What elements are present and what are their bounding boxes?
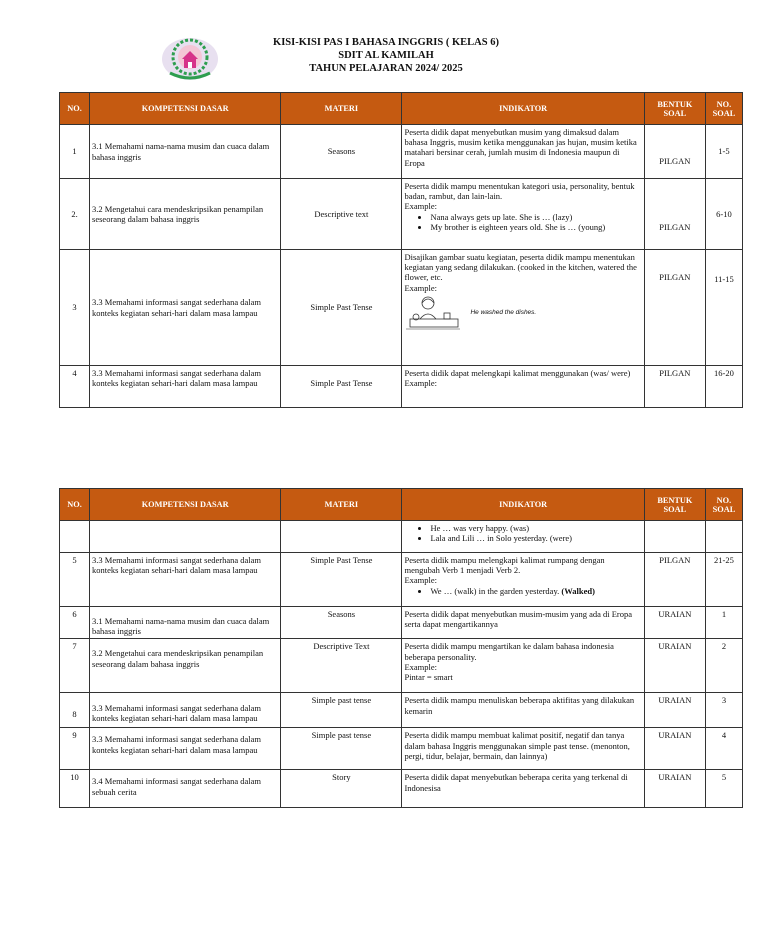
- row-indikator: [402, 250, 644, 366]
- row-bentuk: PILGAN: [644, 553, 705, 607]
- row-bentuk: URAIAN: [644, 693, 705, 728]
- table-row: [60, 179, 743, 250]
- row-kompetensi: 3.4 Memahami informasi sangat sederhana dalam sebuah cerita: [90, 770, 281, 808]
- row-materi: Simple past tense: [281, 728, 402, 770]
- row-bentuk: PILGAN: [644, 125, 705, 179]
- col-no-soal: NO. SOAL: [705, 93, 742, 125]
- table-header-row: [60, 93, 743, 125]
- washing-dishes-icon: [404, 295, 462, 331]
- col-no-soal: NO. SOAL: [705, 489, 742, 521]
- table-row: [60, 521, 743, 553]
- row-materi: Simple Past Tense: [281, 553, 402, 607]
- list-item: • Nana always gets up late. She is … (lazy): [430, 212, 641, 222]
- table-row: [60, 728, 743, 770]
- row-nosoal: 1-5: [705, 125, 742, 179]
- col-kompetensi-dasar: KOMPETENSI DASAR: [90, 93, 281, 125]
- example-illustration: [404, 295, 641, 331]
- col-materi: MATERI: [281, 93, 402, 125]
- row-nosoal: 11-15: [705, 250, 742, 366]
- document-title: [0, 36, 768, 75]
- document-header: [0, 30, 768, 80]
- table-row: [60, 553, 743, 607]
- row-nosoal: 2: [705, 639, 742, 693]
- title-line-2: SDIT AL KAMILAH: [338, 50, 434, 61]
- row-nosoal: 4: [705, 728, 742, 770]
- indikator-text: Peserta didik mampu melengkapi kalimat rumpang dengan mengubah Verb 1 menjadi Verb 2.: [404, 555, 605, 576]
- illustration-caption: He washed the dishes.: [470, 308, 537, 316]
- example-label: Example:: [404, 575, 438, 586]
- example-list: [404, 586, 641, 596]
- col-bentuk-soal: BENTUK SOAL: [644, 93, 705, 125]
- row-materi: Simple Past Tense: [281, 366, 402, 408]
- row-no: 10: [60, 770, 90, 808]
- row-nosoal: 6-10: [705, 179, 742, 250]
- example-label: Example:: [404, 201, 438, 212]
- row-kompetensi: 3.3 Memahami informasi sangat sederhana dalam konteks kegiatan sehari-hari dalam masa lampau: [90, 250, 281, 366]
- indikator-text: Peserta didik mampu mengartikan ke dalam bahasa indonesia beberapa personality.: [404, 641, 614, 662]
- row-no: 6: [60, 607, 90, 639]
- row-kompetensi: 3.1 Memahami nama-nama musim dan cuaca dalam bahasa inggris: [90, 607, 281, 639]
- example-label: Example:: [404, 661, 438, 672]
- row-kompetensi: 3.3 Memahami informasi sangat sederhana dalam konteks kegiatan sehari-hari dalam masa lampau: [90, 728, 281, 770]
- row-kompetensi: 3.2 Mengetahui cara mendeskripsikan penampilan seseorang dalam bahasa inggris: [90, 639, 281, 693]
- row-materi: Seasons: [281, 125, 402, 179]
- row-indikator: Peserta didik mampu membuat kalimat positif, negatif dan tanya dalam bahasa Inggris menggunakan simple past tense. (menonton, pergi, tidur, belajar, bermain, dan lainnya): [402, 728, 644, 770]
- row-indikator: [402, 639, 644, 693]
- row-indikator: Peserta didik mampu menuliskan beberapa aktifitas yang dilakukan kemarin: [402, 693, 644, 728]
- row-no: 9: [60, 728, 90, 770]
- table-row: [60, 770, 743, 808]
- col-indikator: INDIKATOR: [402, 489, 644, 521]
- row-kompetensi: 3.3 Memahami informasi sangat sederhana dalam konteks kegiatan sehari-hari dalam masa lampau: [90, 693, 281, 728]
- row-indikator: [402, 179, 644, 250]
- kisi-table-2: [59, 488, 743, 808]
- row-no: 3: [60, 250, 90, 366]
- row-indikator: Peserta didik dapat menyebutkan beberapa cerita yang terkenal di Indonesisa: [402, 770, 644, 808]
- row-indikator: Peserta didik dapat menyebutkan musim yang dimaksud dalam bahasa Inggris, musim ketika menggunakan jas hujan, musim ketika matahari bersinar cerah, jumlah musim di Indonesia maupun di Eropa: [402, 125, 644, 179]
- row-no: 8: [60, 693, 90, 728]
- example-text: Pintar = smart: [404, 672, 453, 683]
- row-no: 4: [60, 366, 90, 408]
- row-bentuk: PILGAN: [644, 179, 705, 250]
- row-materi: Descriptive text: [281, 179, 402, 250]
- row-bentuk: URAIAN: [644, 639, 705, 693]
- table-row: [60, 250, 743, 366]
- example-list: [404, 212, 641, 232]
- table-row: [60, 366, 743, 408]
- list-item: • Lala and Lili … in Solo yesterday. (were): [430, 533, 641, 543]
- row-nosoal: 3: [705, 693, 742, 728]
- row-nosoal: 16-20: [705, 366, 742, 408]
- row-kompetensi: 3.1 Memahami nama-nama musim dan cuaca dalam bahasa inggris: [90, 125, 281, 179]
- row-materi: Story: [281, 770, 402, 808]
- kisi-table-1: [59, 92, 743, 408]
- row-materi: Simple Past Tense: [281, 250, 402, 366]
- row-materi: Descriptive Text: [281, 639, 402, 693]
- row-bentuk: URAIAN: [644, 607, 705, 639]
- col-materi: MATERI: [281, 489, 402, 521]
- list-item: • He … was very happy. (was): [430, 523, 641, 533]
- row-no: 5: [60, 553, 90, 607]
- table-row: [60, 639, 743, 693]
- example-label: Example:: [404, 282, 438, 293]
- row-kompetensi: 3.2 Mengetahui cara mendeskripsikan penampilan seseorang dalam bahasa inggris: [90, 179, 281, 250]
- col-indikator: INDIKATOR: [402, 93, 644, 125]
- table-header-row: [60, 489, 743, 521]
- row-no: 2.: [60, 179, 90, 250]
- row-bentuk: PILGAN: [644, 366, 705, 408]
- row-materi: Simple past tense: [281, 693, 402, 728]
- row-nosoal: 21-25: [705, 553, 742, 607]
- col-kompetensi-dasar: KOMPETENSI DASAR: [90, 489, 281, 521]
- indikator-text: Disajikan gambar suatu kegiatan, peserta didik mampu menentukan kegiatan yang sedang dilakukan. (cooked in the kitchen, watered the flower, etc.: [404, 252, 637, 283]
- table-row: [60, 607, 743, 639]
- row-indikator: Peserta didik dapat menyebutkan musim-musim yang ada di Eropa serta dapat mengartikannya: [402, 607, 644, 639]
- row-bentuk: PILGAN: [644, 250, 705, 366]
- row-kompetensi: 3.3 Memahami informasi sangat sederhana dalam konteks kegiatan sehari-hari dalam masa lampau: [90, 553, 281, 607]
- row-indikator: [402, 553, 644, 607]
- row-bentuk: URAIAN: [644, 728, 705, 770]
- col-no: NO.: [60, 93, 90, 125]
- row-nosoal: 5: [705, 770, 742, 808]
- list-item: • We … (walk) in the garden yesterday. (Walked): [430, 586, 641, 596]
- col-no: NO.: [60, 489, 90, 521]
- example-list: [404, 523, 641, 543]
- title-line-3: TAHUN PELAJARAN 2024/ 2025: [309, 63, 463, 74]
- indikator-text: Peserta didik mampu menentukan kategori usia, personality, bentuk badan, rambut, dan lain-lain.: [404, 181, 635, 202]
- col-bentuk-soal: BENTUK SOAL: [644, 489, 705, 521]
- row-no: 7: [60, 639, 90, 693]
- indikator-text: Peserta didik dapat melengkapi kalimat menggunakan (was/ were): [404, 368, 631, 378]
- row-indikator: [402, 521, 644, 553]
- row-nosoal: 1: [705, 607, 742, 639]
- list-item: • My brother is eighteen years old. She is … (young): [430, 222, 641, 232]
- row-materi: Seasons: [281, 607, 402, 639]
- row-bentuk: URAIAN: [644, 770, 705, 808]
- table-row: [60, 693, 743, 728]
- row-kompetensi: 3.3 Memahami informasi sangat sederhana dalam konteks kegiatan sehari-hari dalam masa lampau: [90, 366, 281, 408]
- title-line-1: KISI-KISI PAS I BAHASA INGGRIS ( KELAS 6): [273, 37, 499, 48]
- row-no: 1: [60, 125, 90, 179]
- example-answer: (Walked): [561, 585, 595, 596]
- table-row: [60, 125, 743, 179]
- row-indikator: [402, 366, 644, 408]
- example-label: Example:: [404, 378, 438, 389]
